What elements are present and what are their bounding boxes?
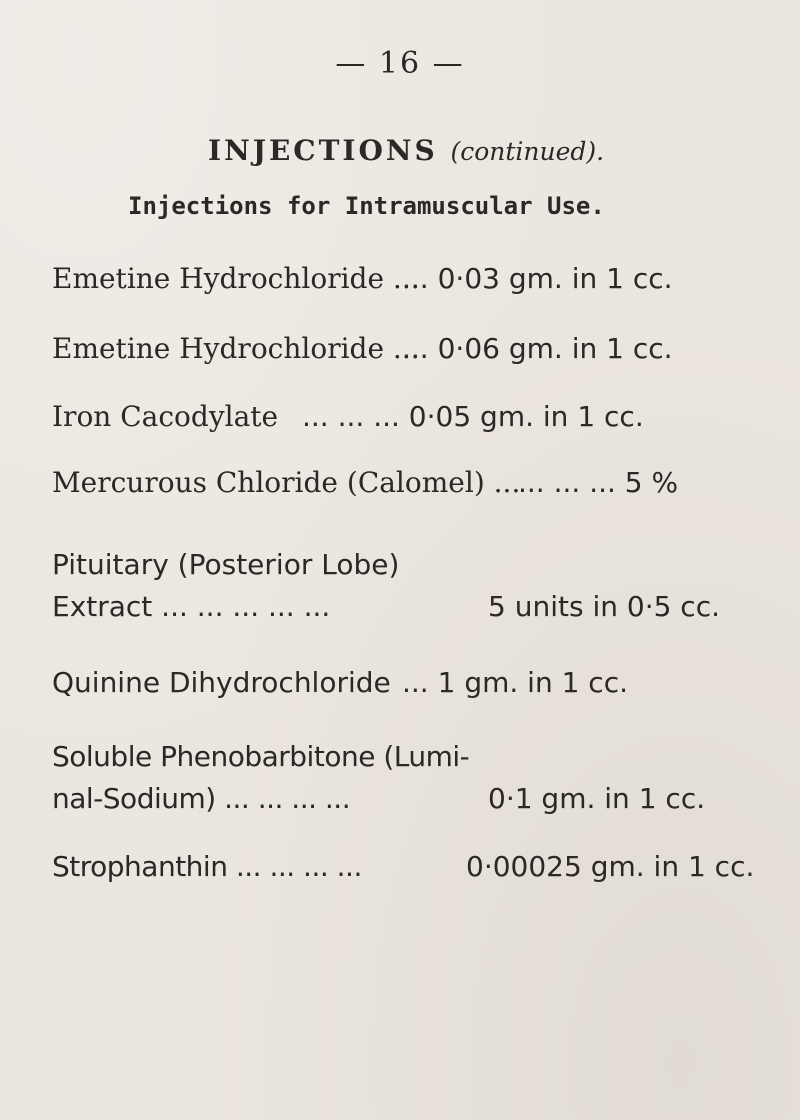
drug-name: Quinine Dihydrochloride [52,666,391,699]
drug-name-continued: nal-Sodium) ... ... ... ... [52,782,351,815]
drug-dose: ... 0·06 gm. in 1 cc. [402,332,673,365]
drug-name: Pituitary (Posterior Lobe) [52,548,400,581]
drug-dose: 5 units in 0·5 cc. [488,590,720,623]
page-number: — 16 — [335,46,465,81]
drug-name: Emetine Hydrochloride ... [52,332,420,365]
drug-name: Soluble Phenobarbitone (Lumi- [52,740,470,773]
section-title-text: INJECTIONS [208,134,438,167]
section-title [208,134,604,167]
drug-name: Mercurous Chloride (Calomel) ... [52,466,521,499]
drug-dose: 0·1 gm. in 1 cc. [488,782,706,815]
drug-name: Iron Cacodylate [52,400,279,433]
drug-name: Emetine Hydrochloride ... [52,262,420,295]
drug-name: Strophanthin ... ... ... ... [52,850,362,883]
section-title-suffix: (continued). [450,137,605,166]
drug-dose: ... ... ... 5 % [518,466,679,499]
drug-name-continued: Extract ... ... ... ... ... [52,590,331,623]
drug-dose: ... 0·03 gm. in 1 cc. [402,262,673,295]
drug-dose: ... ... ... 0·05 gm. in 1 cc. [302,400,644,433]
section-subtitle: Injections for Intramuscular Use. [128,192,605,220]
drug-dose: ... 1 gm. in 1 cc. [402,666,628,699]
drug-dose: 0·00025 gm. in 1 cc. [466,850,755,883]
